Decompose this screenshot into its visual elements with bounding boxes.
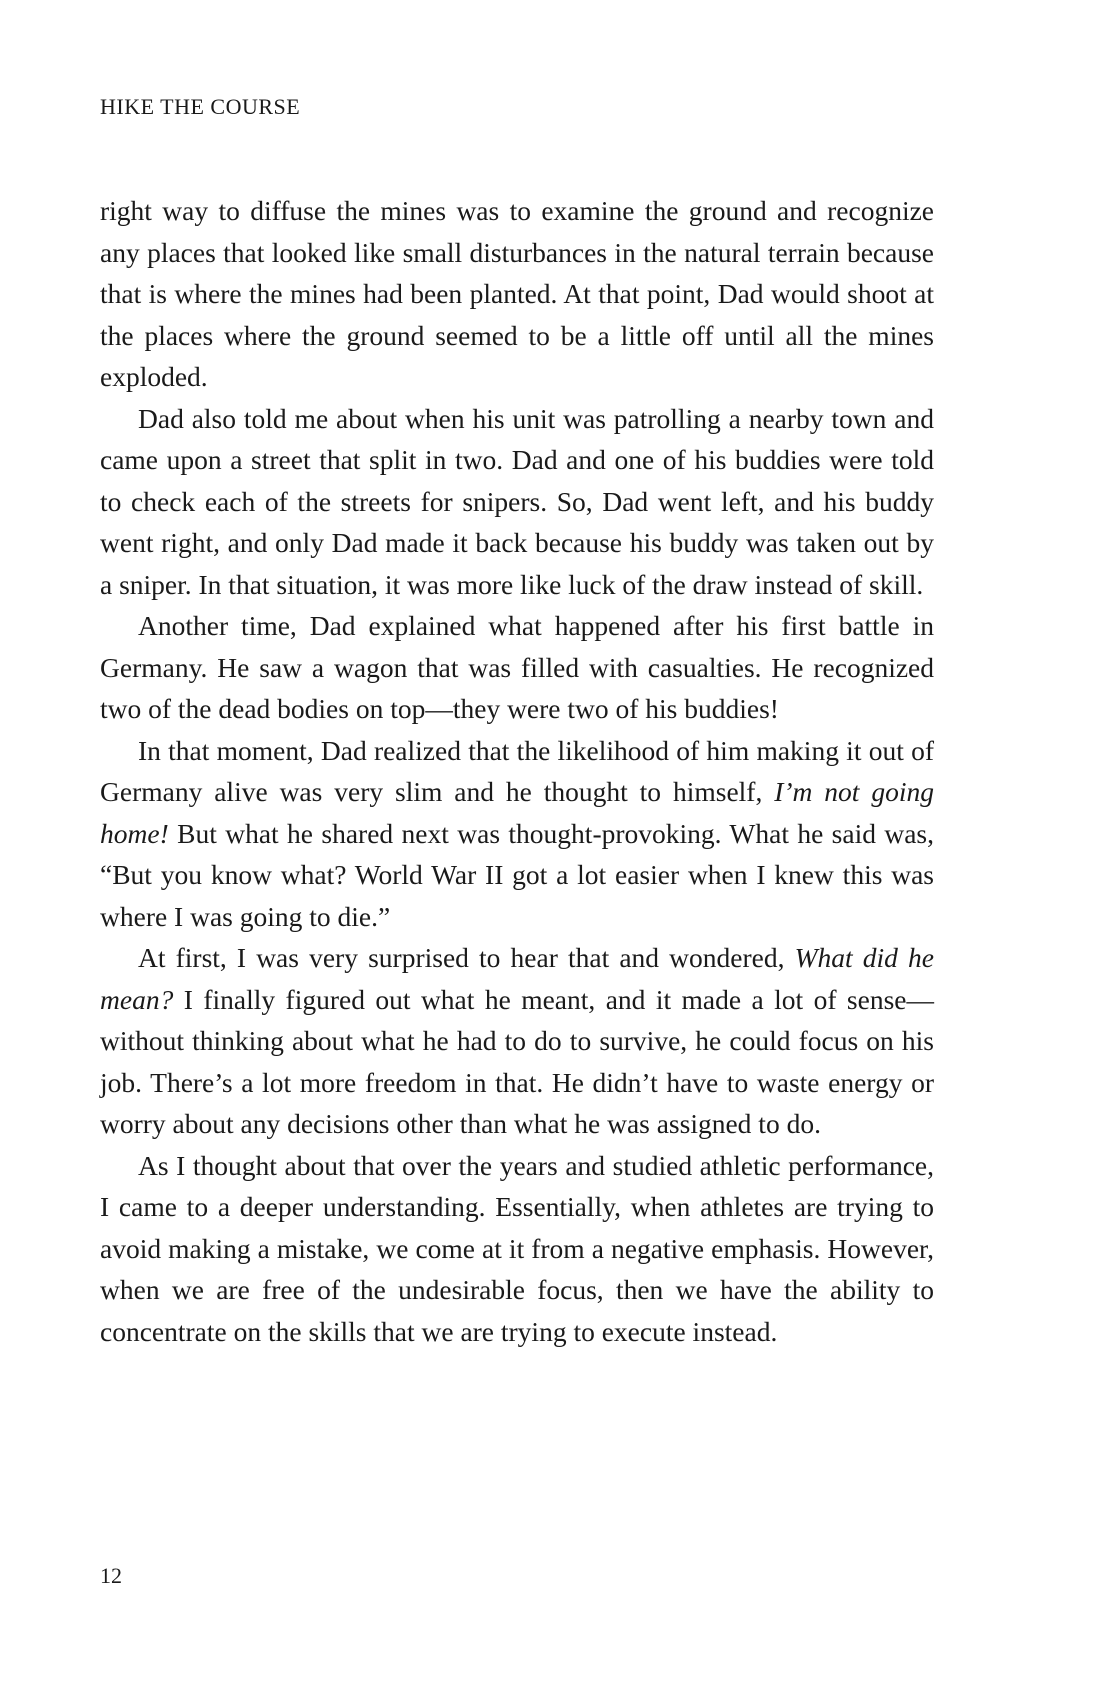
- text-run: At first, I was very surprised to hear that and wondered,: [138, 942, 795, 973]
- text-run: Dad also told me about when his unit was patrolling a nearby town and came upon a street that split in two. Dad and one of his buddies were told to check each of the streets for snipers. So, Dad went left, and his buddy went right, and only Dad made it back because his buddy was taken out by a sniper. In that situation, it was more like luck of the draw instead of skill.: [100, 402, 934, 600]
- paragraph: [100, 1145, 934, 1353]
- page-number: 12: [100, 1563, 122, 1588]
- paragraph: [100, 937, 934, 1145]
- paragraph: [100, 398, 934, 606]
- italic-text: What did he mean?: [100, 942, 935, 1015]
- paragraph: [100, 605, 934, 730]
- paragraph: [100, 190, 934, 398]
- text-run: Another time, Dad explained what happened after his first battle in Germany. He saw a wagon that was filled with casualties. He recognized two of the dead bodies on top—they were two of his buddies!: [100, 610, 934, 724]
- italic-text: I’m not going home!: [100, 776, 934, 849]
- paragraph: [100, 730, 934, 938]
- text-run: But what he shared next was thought-provoking. What he said was, “But you know what? World War II got a lot easier when I knew this was where I was going to die.”: [100, 817, 934, 932]
- running-head: HIKE THE COURSE: [100, 94, 301, 119]
- body-text: [100, 190, 934, 1352]
- text-run: In that moment, Dad realized that the likelihood of him making it out of Germany alive was very slim and he thought to himself,: [100, 734, 934, 807]
- text-run: As I thought about that over the years and studied athletic performance, I came to a deeper understanding. Essentially, when athletes are trying to avoid making a mistake, we come at it from a negative emphasis. However, when we are free of the undesirable focus, then we have the ability to concentrate on the skills that we are trying to execute instead.: [100, 1149, 934, 1347]
- text-run: I finally figured out what he meant, and it made a lot of sense—without thinking about what he had to do to survive, he could focus on his job. There’s a lot more freedom in that. He didn’t have to waste energy or worry about any decisions other than what he was assigned to do.: [100, 983, 934, 1139]
- text-run: right way to diffuse the mines was to examine the ground and recognize any places that looked like small disturbances in the natural terrain because that is where the mines had been planted. At that point, Dad would shoot at the places where the ground seemed to be a little off until all the mines exploded.: [100, 195, 934, 392]
